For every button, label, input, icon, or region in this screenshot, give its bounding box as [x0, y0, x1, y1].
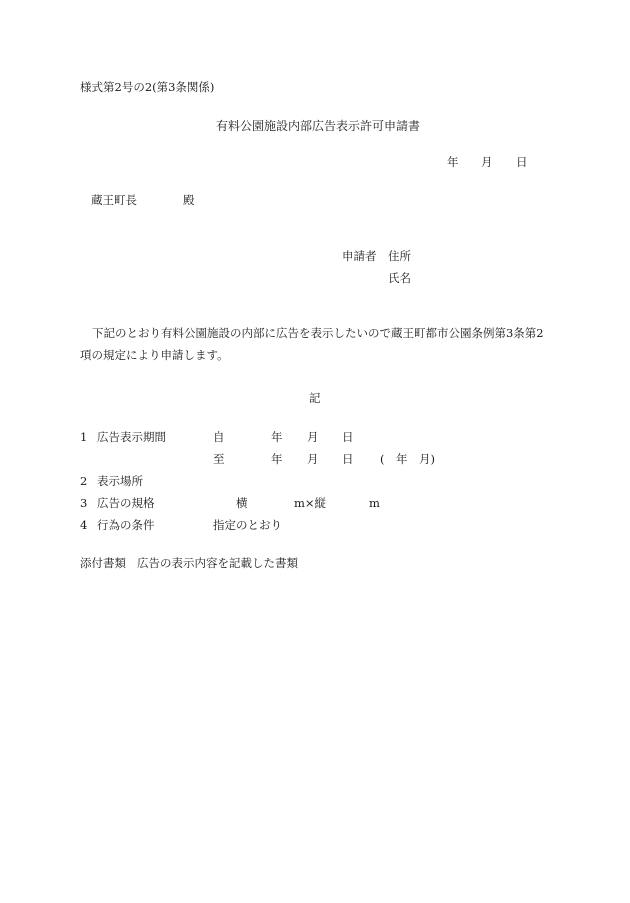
period-to-day: 日 [342, 452, 354, 466]
document-title: 有料公園施設内部広告表示許可申請書 [216, 119, 421, 133]
item-number: 4 [80, 518, 88, 532]
date-month: 月 [481, 155, 493, 169]
item-label: 広告の規格 [97, 496, 155, 510]
size-unit-by: m×縦 [294, 496, 327, 510]
item-number: 1 [80, 430, 88, 444]
period-to-year: 年 [271, 452, 283, 466]
form-number: 様式第2号の2(第3条関係) [80, 80, 215, 94]
period-to-month: 月 [307, 452, 319, 466]
duration-month: 月) [419, 452, 435, 466]
period-from-month: 月 [307, 430, 319, 444]
item-label: 行為の条件 [97, 518, 155, 532]
attachment-label: 添付書類 [80, 556, 126, 570]
date-day: 日 [516, 155, 528, 169]
duration-year: 年 [396, 452, 408, 466]
body-line: 項の規定により申請します。 [80, 348, 229, 362]
attachment-value: 広告の表示内容を記載した書類 [137, 556, 298, 570]
addressee-name: 蔵王町長 [91, 193, 137, 207]
period-to: 至 [213, 452, 225, 466]
item-number: 3 [80, 496, 88, 510]
ki-heading: 記 [309, 391, 321, 405]
condition-value: 指定のとおり [213, 518, 282, 532]
period-from-day: 日 [342, 430, 354, 444]
size-unit: m [369, 496, 380, 510]
date-year: 年 [447, 155, 459, 169]
applicant-name-label: 氏名 [388, 271, 411, 285]
item-number: 2 [80, 474, 88, 488]
applicant-address-label: 住所 [388, 249, 411, 263]
body-line: 下記のとおり有料公園施設の内部に広告を表示したいので蔵王町都市公園条例第3条第2 [92, 326, 544, 340]
item-label: 広告表示期間 [97, 430, 166, 444]
addressee-honorific: 殿 [183, 193, 195, 207]
period-from: 自 [213, 430, 225, 444]
duration-open: ( [380, 452, 385, 466]
period-from-year: 年 [271, 430, 283, 444]
item-label: 表示場所 [97, 474, 143, 488]
size-width: 横 [236, 496, 248, 510]
body-paragraph [80, 322, 558, 366]
applicant-label: 申請者 [342, 249, 377, 263]
